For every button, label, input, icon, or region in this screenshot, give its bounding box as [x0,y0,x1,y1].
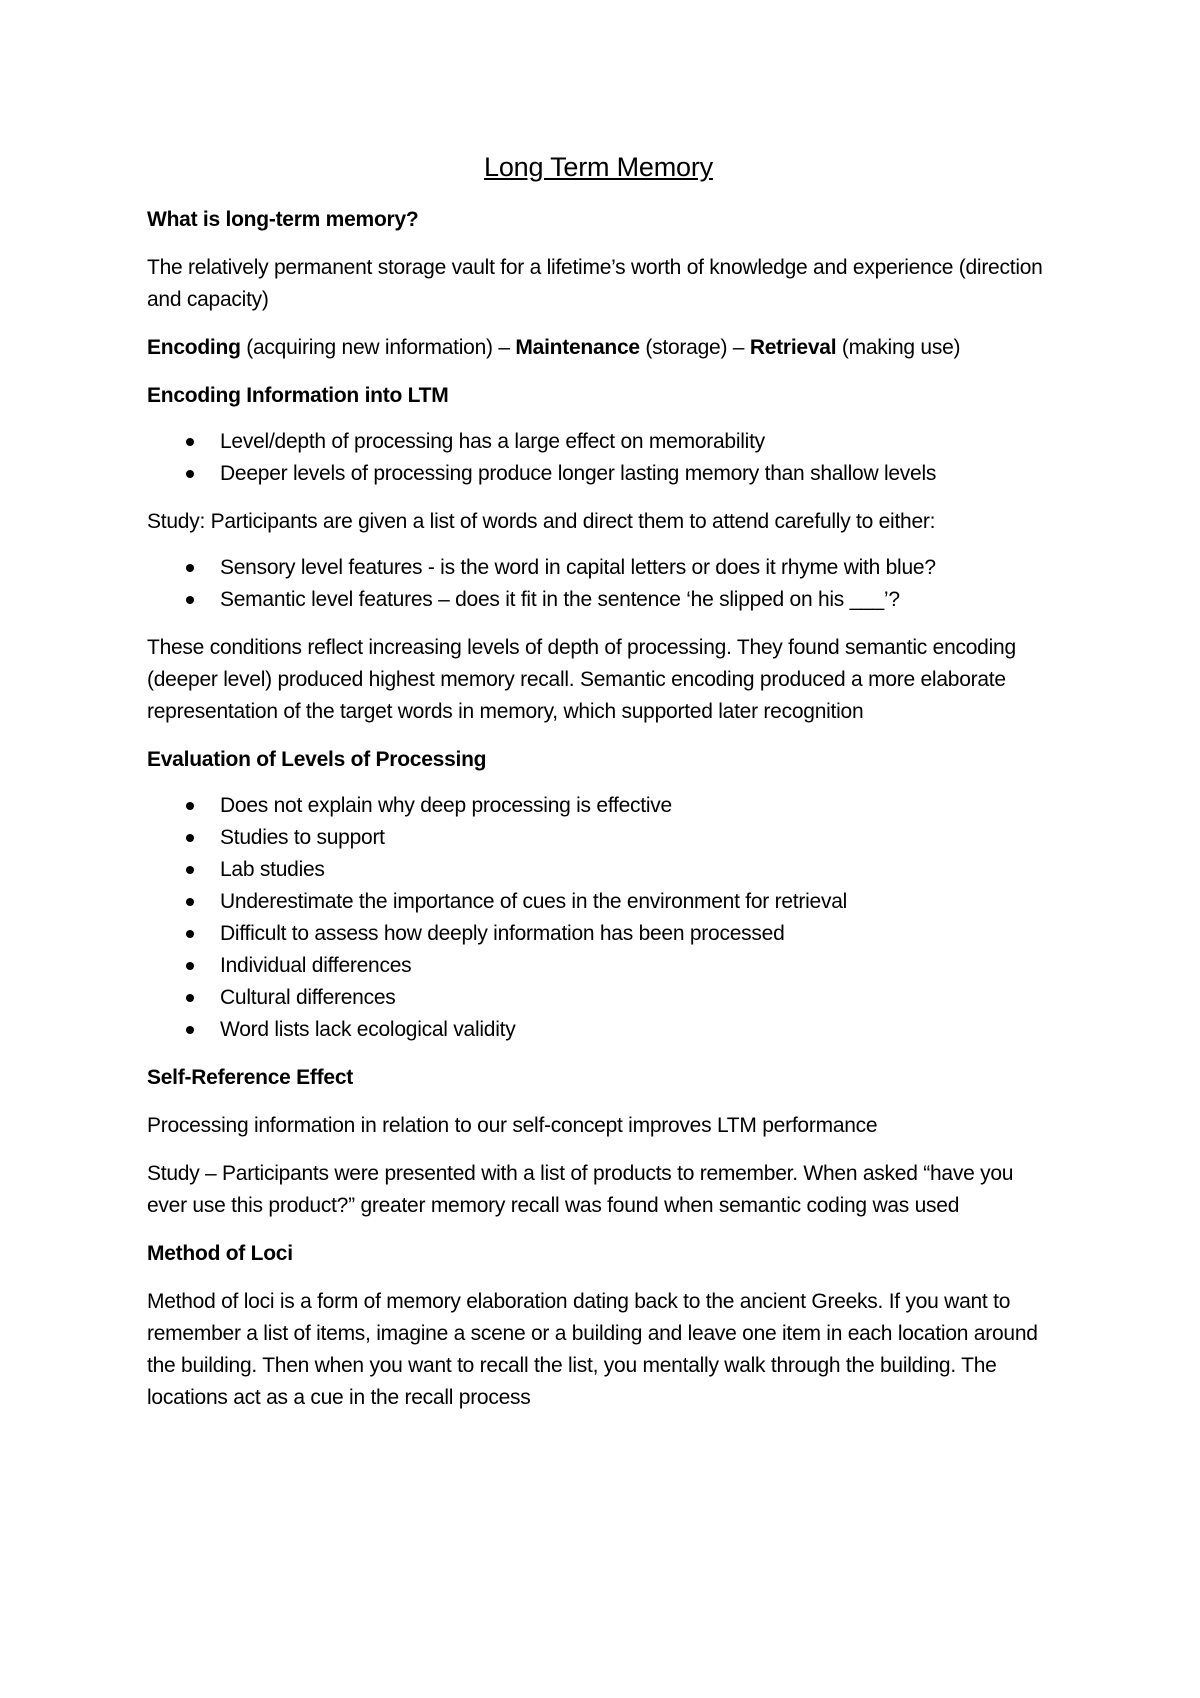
loci-heading: Method of Loci [147,1242,293,1265]
list-item: Does not explain why deep processing is effective [147,790,1050,822]
retrieval-term: Retrieval [749,336,837,359]
page-title: Long Term Memory [484,152,713,182]
list-item: Deeper levels of processing produce longer lasting memory than shallow levels [147,458,1050,490]
maintenance-desc: (storage) – [639,336,750,359]
list-item: Underestimate the importance of cues in the environment for retrieval [147,886,1050,918]
list-item: Difficult to assess how deeply information has been processed [147,918,1050,950]
study-list [147,552,1050,616]
list-item: Word lists lack ecological validity [147,1014,1050,1046]
retrieval-desc: (making use) [836,336,961,359]
study-intro: Study: Participants are given a list of words and direct them to attend carefully to either: [147,510,936,533]
list-item: Sensory level features - is the word in capital letters or does it rhyme with blue? [147,552,1050,584]
encoding-term: Encoding [147,336,241,359]
list-item: Individual differences [147,950,1050,982]
definition-paragraph: The relatively permanent storage vault for a lifetime’s worth of knowledge and experience (direction and capacity) [147,256,1043,311]
list-item: Cultural differences [147,982,1050,1014]
evaluation-heading: Evaluation of Levels of Processing [147,748,487,771]
list-item: Lab studies [147,854,1050,886]
evaluation-list [147,790,1050,1046]
encoding-list [147,426,1050,490]
list-item: Semantic level features – does it fit in the sentence ‘he slipped on his ___’? [147,584,1050,616]
list-item: Studies to support [147,822,1050,854]
encoding-heading: Encoding Information into LTM [147,384,449,407]
loci-paragraph: Method of loci is a form of memory elaboration dating back to the ancient Greeks. If you want to remember a list of items, imagine a scene or a building and leave one item in each location around the building. Then when you want to recall the list, you mentally walk through the building. The locations act as a cue in the recall process [147,1290,1038,1409]
conditions-paragraph: These conditions reflect increasing levels of depth of processing. They found semantic encoding (deeper level) produced highest memory recall. Semantic encoding produced a more elaborate representation of the target words in memory, which supported later recognition [147,636,1016,723]
self-reference-study: Study – Participants were presented with a list of products to remember. When asked “have you ever use this product?” greater memory recall was found when semantic coding was used [147,1162,1014,1217]
maintenance-term: Maintenance [515,336,640,359]
question-heading: What is long-term memory? [147,208,419,231]
self-reference-heading: Self-Reference Effect [147,1066,353,1089]
self-reference-paragraph: Processing information in relation to our self-concept improves LTM performance [147,1114,878,1137]
list-item: Level/depth of processing has a large effect on memorability [147,426,1050,458]
encoding-desc: (acquiring new information) – [240,336,516,359]
stages-line [147,332,1050,364]
